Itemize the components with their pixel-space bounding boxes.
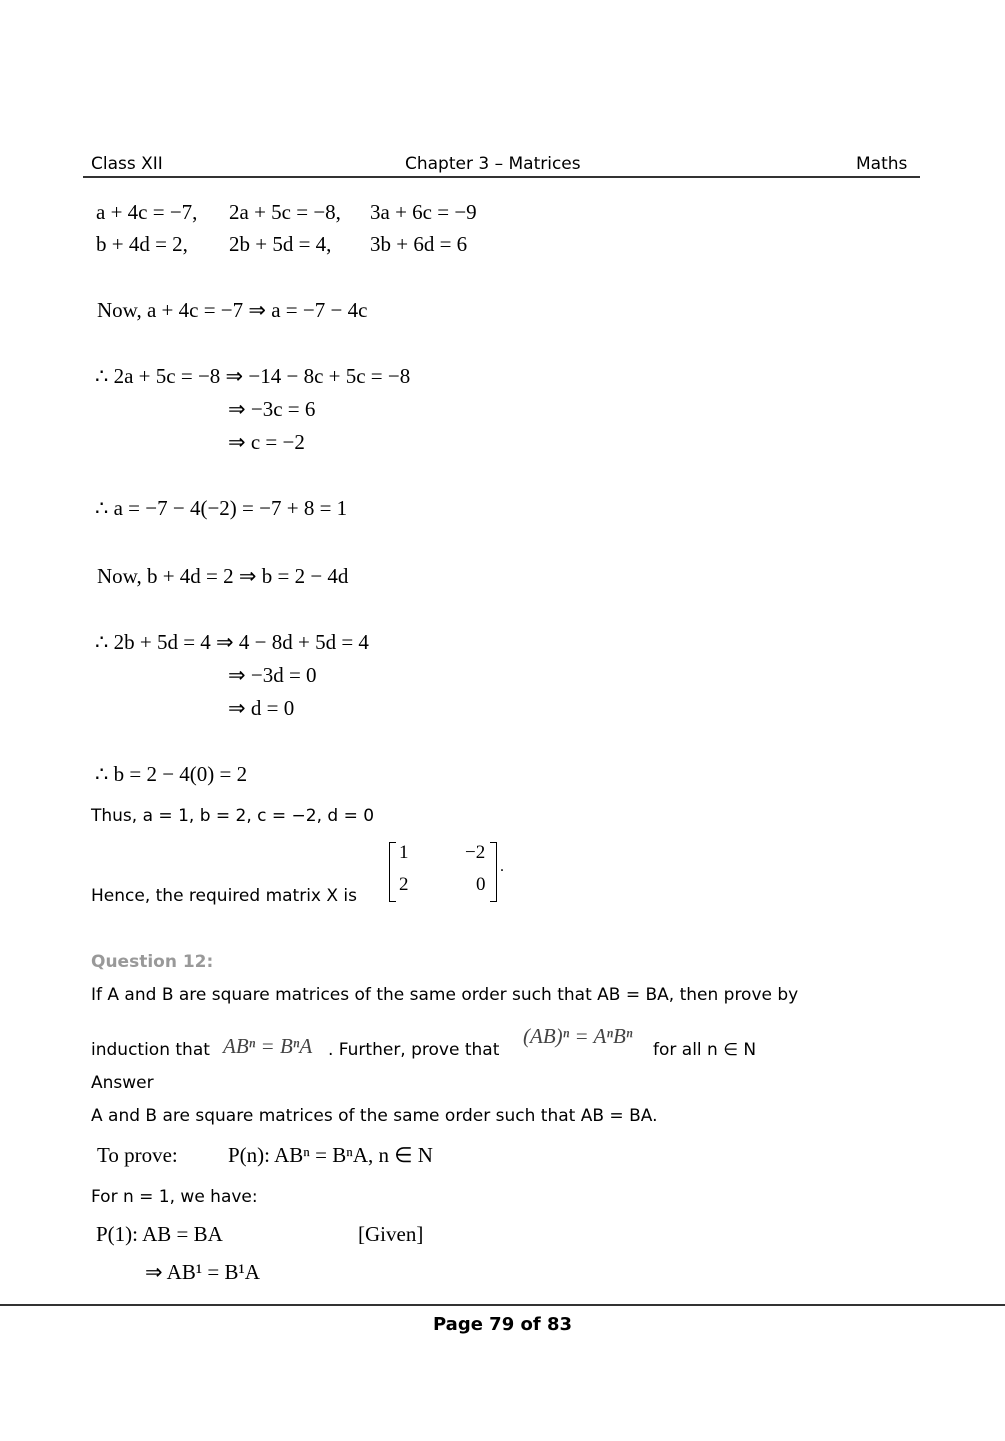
solve-b-line2: ∴ 2b + 5d = 4 ⇒ 4 − 8d + 5d = 4	[95, 630, 369, 654]
question-text-induction: induction that	[91, 1040, 210, 1060]
matrix-cell-21: 2	[399, 874, 409, 895]
answer-label: Answer	[91, 1073, 154, 1093]
eq-r2c2: 2b + 5d = 4,	[229, 232, 332, 256]
solve-b-line4: ⇒ d = 0	[228, 696, 295, 720]
matrix-right-bracket	[490, 842, 497, 902]
base-case-label: For n = 1, we have:	[91, 1187, 258, 1207]
matrix-cell-12: −2	[465, 842, 486, 863]
header-subject: Maths	[856, 154, 908, 174]
eq-r1c3: 3a + 6c = −9	[370, 200, 477, 224]
result-thus: Thus, a = 1, b = 2, c = −2, d = 0	[91, 806, 375, 826]
solve-a-line3: ⇒ −3c = 6	[228, 397, 316, 421]
given-note: [Given]	[358, 1222, 424, 1246]
matrix-cell-11: 1	[399, 842, 409, 863]
solve-b-line3: ⇒ −3d = 0	[228, 663, 317, 687]
eq-r2c1: b + 4d = 2,	[96, 232, 188, 256]
matrix-cell-22: 0	[476, 874, 486, 895]
eq-r1c2: 2a + 5c = −8,	[229, 200, 341, 224]
header-chapter: Chapter 3 – Matrices	[405, 154, 581, 174]
page-number: Page 79 of 83	[432, 1314, 573, 1335]
to-prove-label: To prove:	[97, 1143, 178, 1167]
solve-a-line4: ⇒ c = −2	[228, 430, 305, 454]
question-text-forall: for all n ∈ N	[653, 1040, 757, 1060]
question-heading: Question 12:	[91, 952, 214, 972]
to-prove-statement: P(n): ABⁿ = BⁿA, n ∈ N	[228, 1143, 433, 1167]
header-divider	[83, 176, 920, 178]
question-formula-2: (AB)ⁿ = AⁿBⁿ	[523, 1024, 633, 1048]
p1-implies: ⇒ AB¹ = B¹A	[145, 1260, 260, 1284]
answer-intro: A and B are square matrices of the same order such that AB = BA.	[91, 1106, 658, 1126]
eq-r1c1: a + 4c = −7,	[96, 200, 198, 224]
solve-a-line5: ∴ a = −7 − 4(−2) = −7 + 8 = 1	[95, 496, 348, 520]
question-text-line1: If A and B are square matrices of the same order such that AB = BA, then prove by	[91, 985, 799, 1005]
result-hence: Hence, the required matrix X is	[91, 886, 358, 906]
p1-statement: P(1): AB = BA	[96, 1222, 223, 1246]
header-class: Class XII	[91, 154, 163, 174]
question-text-further: . Further, prove that	[328, 1040, 500, 1060]
solve-b-line1: Now, b + 4d = 2 ⇒ b = 2 − 4d	[97, 564, 349, 588]
matrix-left-bracket	[389, 842, 396, 902]
solve-b-line5: ∴ b = 2 − 4(0) = 2	[95, 762, 248, 786]
solve-a-line1: Now, a + 4c = −7 ⇒ a = −7 − 4c	[97, 298, 368, 322]
eq-r2c3: 3b + 6d = 6	[370, 232, 468, 256]
solve-a-line2: ∴ 2a + 5c = −8 ⇒ −14 − 8c + 5c = −8	[95, 364, 411, 388]
footer-divider	[0, 1304, 1005, 1306]
question-formula-1: ABⁿ = BⁿA	[223, 1034, 313, 1058]
matrix-period: .	[500, 858, 504, 875]
